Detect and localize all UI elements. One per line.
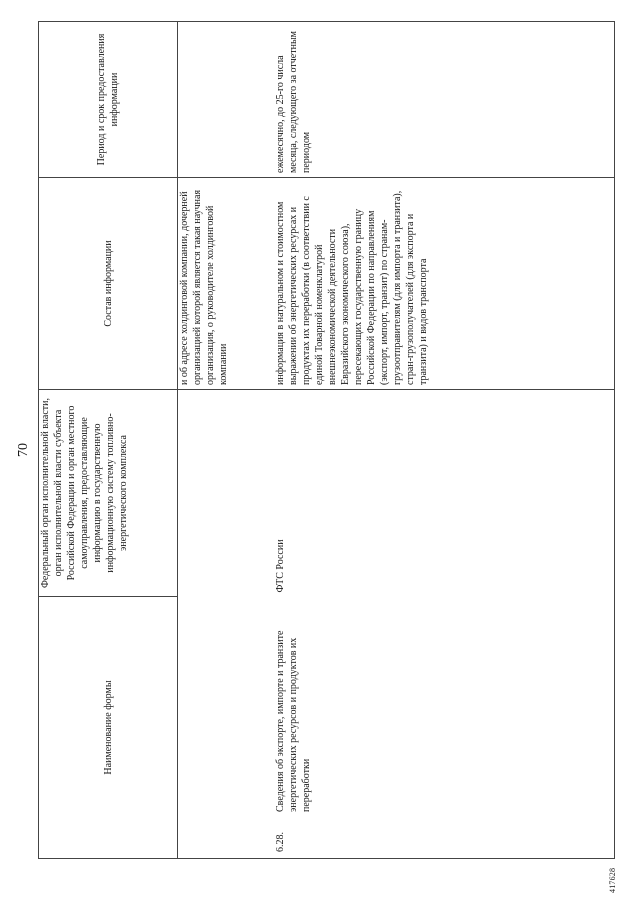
page-number: 70 (16, 443, 31, 457)
row-supplier: ФТС России (274, 390, 615, 597)
row-period (178, 22, 275, 178)
header-form-name: Наименование формы (39, 597, 178, 859)
header-info-content: Состав информации (39, 178, 178, 390)
header-supplier: Федеральный орган исполнительной власти, орган исполнительной власти субъекта Российской Федерации и орган местного самоуправления, предоставляющие информацию в государственную информационную систему топливно-энергетического комплекса (39, 390, 178, 597)
row-supplier (178, 390, 275, 597)
row-form-cell (274, 597, 615, 859)
row-number: 6.28. (275, 832, 286, 852)
document-code: 417628 (608, 867, 617, 893)
forms-table (38, 21, 615, 859)
row-form-cell (178, 597, 275, 859)
table-header-row (39, 22, 178, 859)
table-row (274, 22, 615, 859)
row-info-content: информация в натуральном и стоимостном выражении об энергетических ресурсах и продуктах их переработки (в соответствии с единой Товарной номенклатурой внешнеэкономической деятельности Евразийского экономического союза), пересекающих государственную границу Российской Федерации по направлениям (экспорт, импорт, транзит) по странам-грузоотправителям (для импорта и транзита), стран-грузополучателей (для экспорта и транзита) и видов транспорта (274, 178, 615, 390)
row-form-name: Сведения об экспорте, импорте и транзите энергетических ресурсов и продуктов их переработки (275, 630, 312, 812)
row-period: ежемесячно, до 25-го числа месяца, следующего за отчетным периодом (274, 22, 615, 178)
table-row (178, 22, 275, 859)
header-period: Период и срок предоставления информации (39, 22, 178, 178)
row-info-content: и об адресе холдинговой компании, дочерней организацией которой является такая научная организация, о руководителе холдинговой компании (178, 178, 275, 390)
